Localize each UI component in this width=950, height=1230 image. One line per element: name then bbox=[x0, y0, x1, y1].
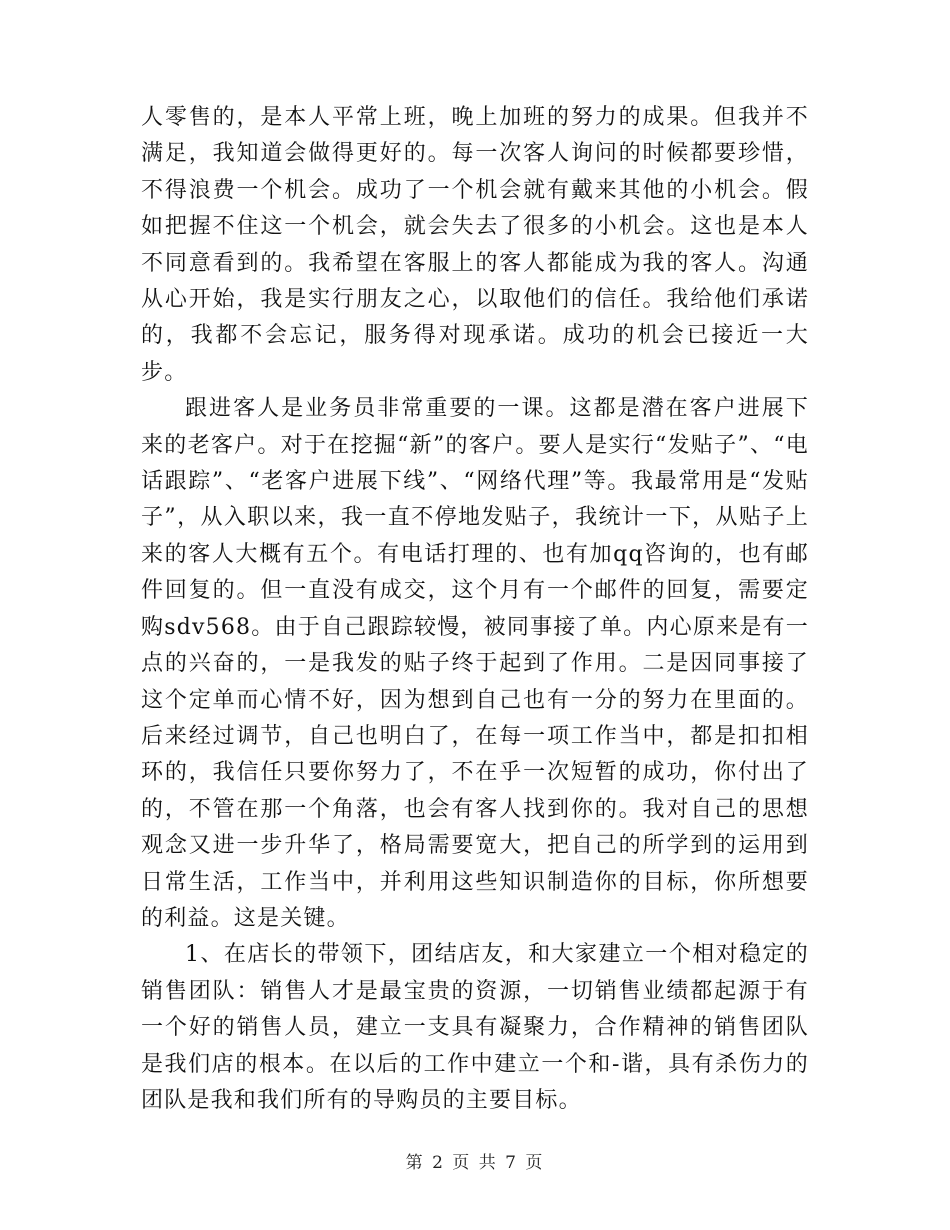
page-number-footer: 第 2 页 共 7 页 bbox=[405, 1153, 545, 1173]
document-body bbox=[141, 100, 809, 1119]
paragraph-3: 1、在店长的带领下，团结店友，和大家建立一个相对稳定的销售团队：销售人才是最宝贵的资源，一切销售业绩都起源于有一个好的销售人员，建立一支具有凝聚力，合作精神的销售团队是我们店的根本。在以后的工作中建立一个和-谐，具有杀伤力的团队是我和我们所有的导购员的主要目标。 bbox=[141, 942, 809, 1113]
paragraph-2: 跟进客人是业务员非常重要的一课。这都是潜在客户进展下来的老客户。对于在挖掘“新”的客户。要人是实行“发贴子”、“电话跟踪”、“老客户进展下线”、“网络代理”等。我最常用是“发贴子”，从入职以来，我一直不停地发贴子，我统计一下，从贴子上来的客人大概有五个。有电话打理的、也有加qq咨询的，也有邮件回复的。但一直没有成交，这个月有一个邮件的回复，需要定购sdv568。由于自己跟踪较慢，被同事接了单。内心原来是有一点的兴奋的，一是我发的贴子终于起到了作用。二是因同事接了这个定单而心情不好，因为想到自己也有一分的努力在里面的。后来经过调节，自己也明白了，在每一项工作当中，都是扣扣相环的，我信任只要你努力了，不在乎一次短暂的成功，你付出了的，不管在那一个角落，也会有客人找到你的。我对自己的思想观念又进一步升华了，格局需要宽大，把自己的所学到的运用到日常生活，工作当中，并利用这些知识制造你的目标，你所想要的利益。这是关键。 bbox=[141, 396, 809, 931]
paragraph-1: 人零售的，是本人平常上班，晚上加班的努力的成果。但我并不满足，我知道会做得更好的。每一次客人询问的时候都要珍惜，不得浪费一个机会。成功了一个机会就有戴来其他的小机会。假如把握不住这一个机会，就会失去了很多的小机会。这也是本人不同意看到的。我希望在客服上的客人都能成为我的客人。沟通从心开始，我是实行朋友之心，以取他们的信任。我给他们承诺的，我都不会忘记，服务得对现承诺。成功的机会已接近一大步。 bbox=[141, 105, 809, 385]
